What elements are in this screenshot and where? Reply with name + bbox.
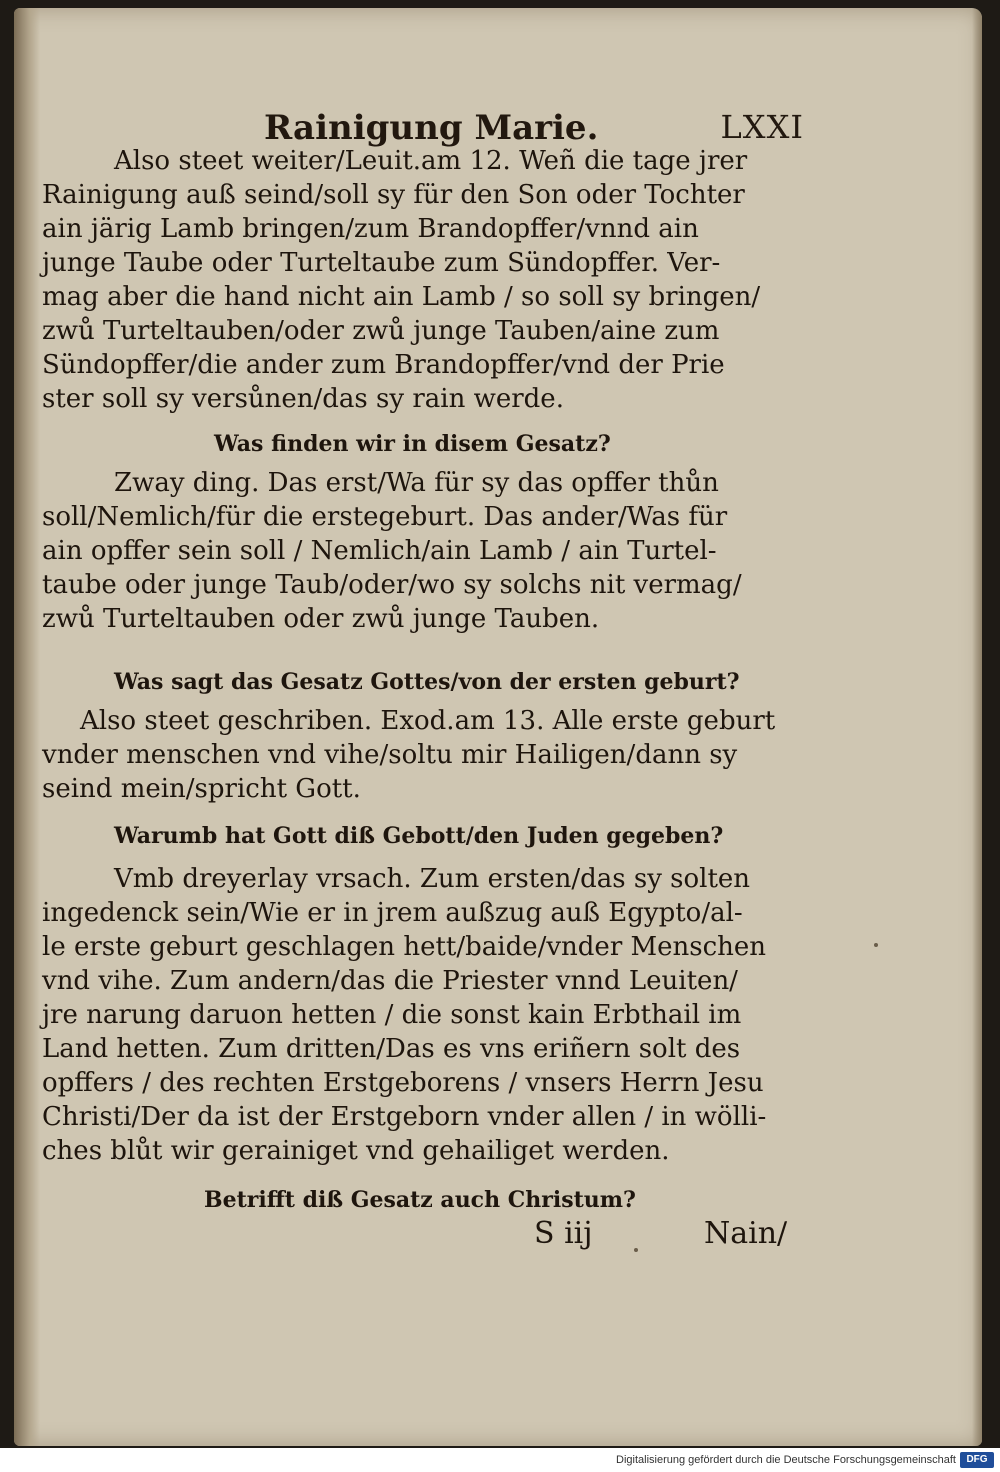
paper-speck bbox=[634, 1248, 638, 1252]
catchword: Nain/ bbox=[704, 1216, 788, 1251]
text-line: zwů Turteltauben/oder zwů junge Tauben/aine zum bbox=[42, 316, 720, 346]
text-line: mag aber die hand nicht ain Lamb / so soll sy bringen/ bbox=[42, 282, 761, 312]
text-line: le erste geburt geschlagen hett/baide/vnder Menschen bbox=[42, 932, 767, 962]
text-line: ain opffer sein soll / Nemlich/ain Lamb / ain Turtel- bbox=[42, 536, 717, 566]
text-line: soll/Nemlich/für die erstegeburt. Das ander/Was für bbox=[42, 502, 728, 532]
text-line: Also steet geschriben. Exod.am 13. Alle erste geburt bbox=[80, 706, 776, 736]
book-page bbox=[14, 8, 982, 1446]
text-line: ingedenck sein/Wie er in jrem außzug auß Egypto/al- bbox=[42, 898, 743, 928]
text-line: Sündopffer/die ander zum Brandopffer/vnd der Prie bbox=[42, 350, 725, 380]
text-line: Also steet weiter/Leuit.am 12. Weñ die tage jrer bbox=[114, 146, 748, 176]
text-line: jre narung daruon hetten / die sonst kain Erbthail im bbox=[42, 1000, 742, 1030]
running-head: Rainigung Marie. bbox=[264, 108, 599, 148]
text-line: ches blůt wir gerainiget vnd gehailiget werden. bbox=[42, 1136, 670, 1166]
folio-number: LXXI bbox=[720, 108, 804, 146]
text-line: opffers / des rechten Erstgeborens / vnsers Herrn Jesu bbox=[42, 1068, 764, 1098]
question-heading: Warumb hat Gott diß Gebott/den Juden gegeben? bbox=[114, 823, 724, 849]
page-gutter-shadow bbox=[14, 8, 40, 1446]
text-line: Rainigung auß seind/soll sy für den Son oder Tochter bbox=[42, 180, 745, 210]
funding-credit: Digitalisierung gefördert durch die Deutsche Forschungsgemeinschaft bbox=[616, 1454, 956, 1466]
text-line: seind mein/spricht Gott. bbox=[42, 774, 361, 804]
text-line: ain järig Lamb bringen/zum Brandopffer/vnnd ain bbox=[42, 214, 699, 244]
text-line: Vmb dreyerlay vrsach. Zum ersten/das sy solten bbox=[114, 864, 751, 894]
text-line: junge Taube oder Turteltaube zum Sündopffer. Ver- bbox=[42, 248, 721, 278]
text-line: taube oder junge Taub/oder/wo sy solchs nit vermag/ bbox=[42, 570, 742, 600]
dfg-logo-icon: DFG bbox=[960, 1452, 994, 1468]
text-line: vnd vihe. Zum andern/das die Priester vnnd Leuiten/ bbox=[42, 966, 738, 996]
text-line: Christi/Der da ist der Erstgeborn vnder allen / in wölli- bbox=[42, 1102, 767, 1132]
page-edge bbox=[972, 8, 982, 1446]
question-heading: Was finden wir in disem Gesatz? bbox=[214, 431, 611, 457]
text-line: zwů Turteltauben oder zwů junge Tauben. bbox=[42, 604, 600, 634]
question-heading: Betrifft diß Gesatz auch Christum? bbox=[204, 1187, 636, 1213]
paper-speck bbox=[874, 943, 878, 947]
question-heading: Was sagt das Gesatz Gottes/von der ersten geburt? bbox=[114, 669, 740, 695]
text-line: vnder menschen vnd vihe/soltu mir Hailigen/dann sy bbox=[42, 740, 738, 770]
signature-mark: S iij bbox=[534, 1216, 593, 1251]
text-line: ster soll sy versůnen/das sy rain werde. bbox=[42, 384, 564, 414]
text-line: Zway ding. Das erst/Wa für sy das opffer thůn bbox=[114, 468, 719, 498]
text-line: Land hetten. Zum dritten/Das es vns eriñern solt des bbox=[42, 1034, 741, 1064]
